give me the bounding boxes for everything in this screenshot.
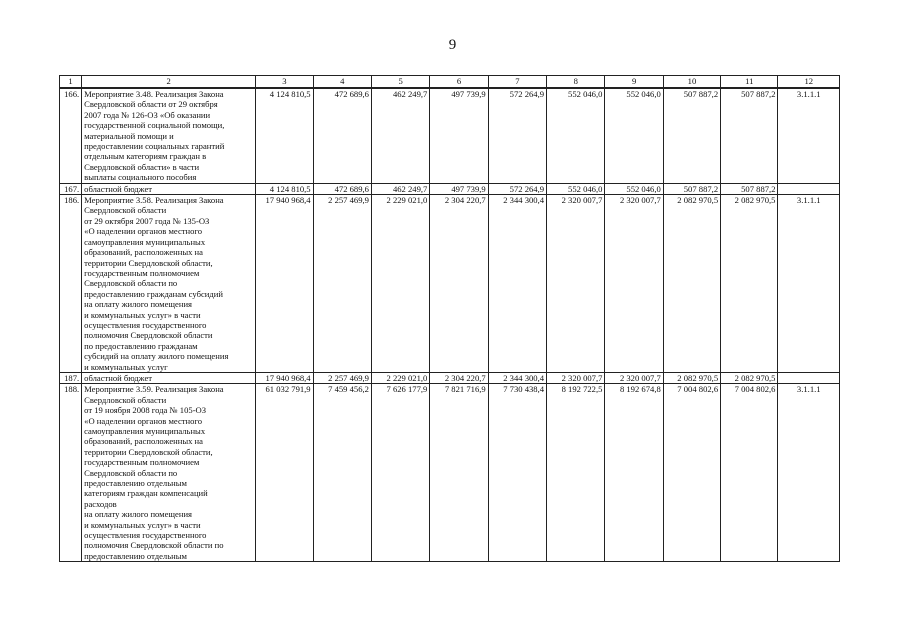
amount-cell: 7 459 456,2 <box>313 384 371 562</box>
description-line: Мероприятие 3.58. Реализация Закона <box>84 195 224 206</box>
row-description <box>82 195 256 373</box>
description-line: от 29 октября 2007 года № 135-ОЗ <box>84 215 210 226</box>
amount-cell: 7 626 177,9 <box>371 384 429 562</box>
amount-cell: 2 304 220,7 <box>430 372 488 383</box>
description-line: на оплату жилого помещения <box>84 509 193 520</box>
target-code: 3.1.1.1 <box>778 384 840 562</box>
amount-cell: 462 249,7 <box>371 183 429 194</box>
row-description <box>82 384 256 562</box>
description-line: предоставлении социальных гарантий <box>84 141 225 152</box>
description-line: территории Свердловской области, <box>84 257 213 268</box>
description-line: полномочия Свердловской области <box>84 330 213 341</box>
amount-cell: 2 082 970,5 <box>721 195 778 373</box>
column-header: 5 <box>371 76 429 89</box>
amount-cell: 2 257 469,9 <box>313 195 371 373</box>
column-header: 3 <box>256 76 313 89</box>
description-line: отдельным категориям граждан в <box>84 151 207 162</box>
description-line: образований, расположенных на <box>84 436 203 447</box>
description-line: Мероприятие 3.59. Реализация Закона <box>84 384 224 395</box>
table-row <box>60 372 840 383</box>
amount-cell: 472 689,6 <box>313 183 371 194</box>
description-line: на оплату жилого помещения <box>84 299 193 310</box>
description-line: областной бюджет <box>84 372 153 383</box>
page-number: 9 <box>448 37 457 53</box>
description-line: Свердловской области по <box>84 467 178 478</box>
description-line: Свердловской области <box>84 394 167 405</box>
amount-cell: 497 739,9 <box>430 88 488 183</box>
column-header: 8 <box>547 76 605 89</box>
column-header: 1 <box>60 76 82 89</box>
description-line: и коммунальных услуг» в части <box>84 309 201 320</box>
amount-cell: 552 046,0 <box>547 88 605 183</box>
amount-cell: 2 229 021,0 <box>371 195 429 373</box>
row-number: 186. <box>60 195 82 373</box>
target-code: 3.1.1.1 <box>778 195 840 373</box>
target-code: 3.1.1.1 <box>778 88 840 183</box>
row-number: 167. <box>60 183 82 194</box>
table-row <box>60 195 840 373</box>
column-number-header-row <box>60 76 840 89</box>
amount-cell: 4 124 810,5 <box>256 183 313 194</box>
description-line: Свердловской области» в части <box>84 161 200 172</box>
amount-cell: 4 124 810,5 <box>256 88 313 183</box>
amount-cell: 2 320 007,7 <box>605 372 663 383</box>
amount-cell: 7 004 802,6 <box>663 384 720 562</box>
description-line: 2007 года № 126-ОЗ «Об оказании <box>84 109 211 120</box>
description-line: выплаты социального пособия <box>84 172 197 183</box>
amount-cell: 472 689,6 <box>313 88 371 183</box>
description-line: субсидий на оплату жилого помещения <box>84 351 229 362</box>
amount-cell: 2 082 970,5 <box>663 372 720 383</box>
amount-cell: 507 887,2 <box>721 88 778 183</box>
description-line: территории Свердловской области, <box>84 446 213 457</box>
description-line: государственной социальной помощи, <box>84 120 225 131</box>
column-header: 7 <box>488 76 546 89</box>
row-number: 166. <box>60 88 82 183</box>
description-line: Свердловской области от 29 октября <box>84 99 218 110</box>
description-line: осуществления государственного <box>84 319 207 330</box>
amount-cell: 2 320 007,7 <box>547 195 605 373</box>
description-line: самоуправления муниципальных <box>84 426 206 436</box>
description-line: от 19 ноября 2008 года № 105-ОЗ <box>84 405 207 416</box>
amount-cell: 2 304 220,7 <box>430 195 488 373</box>
amount-cell: 61 032 791,9 <box>256 384 313 562</box>
amount-cell: 2 257 469,9 <box>313 372 371 383</box>
amount-cell: 552 046,0 <box>605 183 663 194</box>
column-header: 12 <box>778 76 840 89</box>
amount-cell: 2 320 007,7 <box>547 372 605 383</box>
amount-cell: 462 249,7 <box>371 88 429 183</box>
amount-cell: 552 046,0 <box>605 88 663 183</box>
description-line: Свердловской области <box>84 205 167 216</box>
column-header: 4 <box>313 76 371 89</box>
description-line: расходов <box>84 498 117 509</box>
amount-cell: 572 264,9 <box>488 88 546 183</box>
description-line: материальной помощи и <box>84 130 174 141</box>
amount-cell: 2 344 300,4 <box>488 372 546 383</box>
amount-cell: 8 192 722,5 <box>547 384 605 562</box>
table-row <box>60 88 840 183</box>
description-line: государственным полномочием <box>84 267 200 278</box>
amount-cell: 7 730 438,4 <box>488 384 546 562</box>
column-header: 10 <box>663 76 720 89</box>
description-line: образований, расположенных на <box>84 247 203 258</box>
amount-cell: 507 887,2 <box>663 88 720 183</box>
amount-cell: 2 344 300,4 <box>488 195 546 373</box>
description-line: полномочия Свердловской области по <box>84 540 224 551</box>
amount-cell: 2 082 970,5 <box>721 372 778 383</box>
description-line: предоставлению отдельным <box>84 478 187 489</box>
amount-cell: 572 264,9 <box>488 183 546 194</box>
target-code <box>778 372 840 383</box>
description-line: «О наделении органов местного <box>84 415 203 426</box>
amount-cell: 17 940 968,4 <box>256 372 313 383</box>
amount-cell: 7 004 802,6 <box>721 384 778 562</box>
row-number: 188. <box>60 384 82 562</box>
description-line: предоставлению отдельным <box>84 550 187 561</box>
column-header: 6 <box>430 76 488 89</box>
amount-cell: 2 320 007,7 <box>605 195 663 373</box>
description-line: самоуправления муниципальных <box>84 236 206 247</box>
row-number: 187. <box>60 372 82 383</box>
amount-cell: 497 739,9 <box>430 183 488 194</box>
description-line: предоставлению гражданам субсидий <box>84 288 223 299</box>
row-description <box>82 183 256 194</box>
amount-cell: 507 887,2 <box>663 183 720 194</box>
description-line: областной бюджет <box>84 183 153 194</box>
description-line: и коммунальных услуг <box>84 361 168 372</box>
description-line: по предоставлению гражданам <box>84 340 198 351</box>
description-line: и коммунальных услуг» в части <box>84 519 201 530</box>
row-description <box>82 88 256 183</box>
amount-cell: 552 046,0 <box>547 183 605 194</box>
table-row <box>60 384 840 562</box>
description-line: «О наделении органов местного <box>84 226 203 237</box>
amount-cell: 8 192 674,8 <box>605 384 663 562</box>
row-description <box>82 372 256 383</box>
amount-cell: 7 821 716,9 <box>430 384 488 562</box>
target-code <box>778 183 840 194</box>
description-line: осуществления государственного <box>84 530 207 541</box>
description-line: Свердловской области по <box>84 278 178 289</box>
amount-cell: 2 082 970,5 <box>663 195 720 373</box>
description-line: категориям граждан компенсаций <box>84 488 208 499</box>
column-header: 11 <box>721 76 778 89</box>
column-header: 2 <box>82 76 256 89</box>
budget-table <box>59 75 840 562</box>
column-header: 9 <box>605 76 663 89</box>
amount-cell: 2 229 021,0 <box>371 372 429 383</box>
table-row <box>60 183 840 194</box>
amount-cell: 507 887,2 <box>721 183 778 194</box>
description-line: государственным полномочием <box>84 457 200 468</box>
amount-cell: 17 940 968,4 <box>256 195 313 373</box>
description-line: Мероприятие 3.48. Реализация Закона <box>84 89 224 99</box>
